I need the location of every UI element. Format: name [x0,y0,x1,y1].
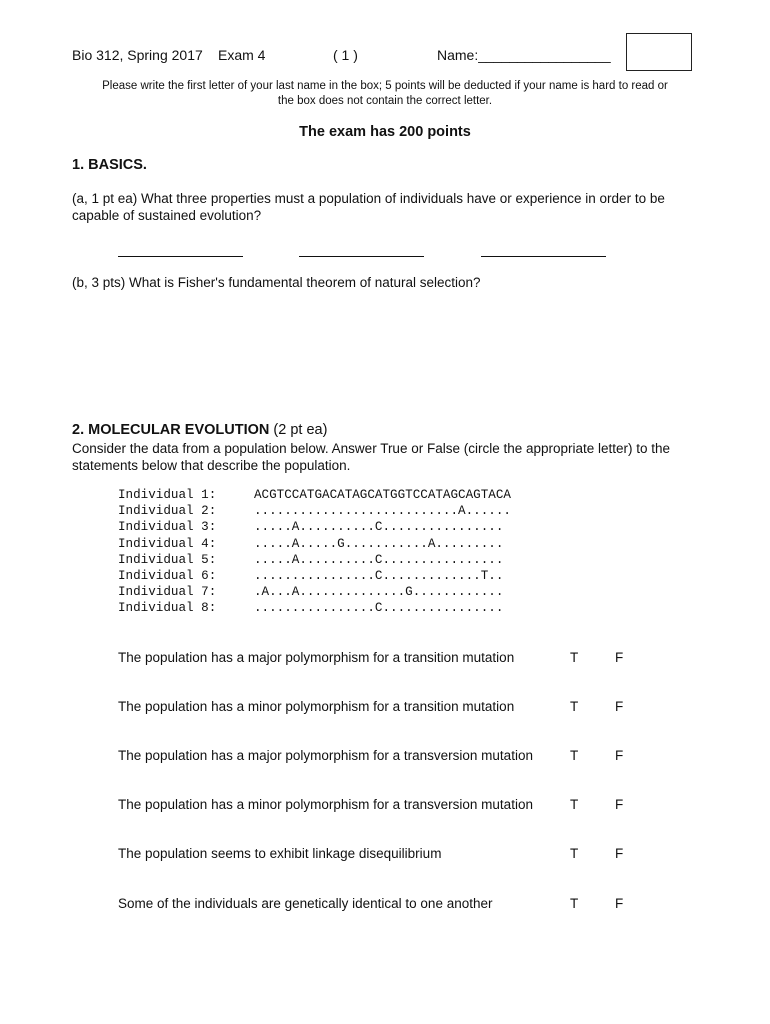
true-option[interactable]: T [570,797,579,812]
tf-statement-row [118,846,638,864]
sequence-row [118,503,511,519]
section1-heading: 1. BASICS. [72,157,147,173]
true-option[interactable]: T [570,650,579,665]
sequence-value: ACGTCCATGACATAGCATGGTCCATAGCAGTACA [254,488,511,502]
sequence-value: .....A..........C................ [254,552,504,567]
false-option[interactable]: F [615,797,624,812]
tf-statement-row [118,699,638,717]
section2-intro: Consider the data from a population below. Answer True or False (circle the appropriate letter) to the statements below that describe the population. [72,441,671,473]
sequence-row [118,519,511,535]
sequence-row [118,536,511,552]
sequence-row [118,552,511,568]
individual-label: Individual 4: [118,536,217,551]
sequence-value: ...........................A...... [254,504,511,519]
statement-text: The population has a minor polymorphism for a transition mutation [118,699,515,714]
last-initial-box[interactable] [626,33,692,71]
individual-label: Individual 5: [118,552,217,567]
statement-text: The population has a major polymorphism for a transition mutation [118,650,515,665]
sequence-alignment [118,487,511,617]
sequence-value: .A...A..............G............ [254,585,504,600]
question-1a: (a, 1 pt ea) What three properties must a population of individuals have or experience in order to be capable of sustained evolution? [72,191,665,223]
section2-title: 2. MOLECULAR EVOLUTION [72,422,270,438]
question-1b: (b, 3 pts) What is Fisher's fundamental theorem of natural selection? [72,275,481,290]
individual-label: Individual 1: [118,488,217,502]
exam-label: Exam 4 [218,47,266,63]
sequence-row [118,584,511,600]
false-option[interactable]: F [615,748,624,763]
name-field[interactable]: Name:_________________ [437,47,611,63]
individual-label: Individual 6: [118,568,217,583]
sequence-row [118,568,511,584]
true-option[interactable]: T [570,699,579,714]
tf-statement-row [118,650,638,668]
statement-text: The population has a major polymorphism for a transversion mutation [118,748,533,763]
sequence-value: .....A..........C................ [254,520,504,535]
statement-text: The population seems to exhibit linkage disequilibrium [118,846,442,861]
individual-label: Individual 7: [118,585,217,600]
tf-statement-row [118,748,638,766]
answer-area-1b[interactable] [72,300,692,410]
false-option[interactable]: F [615,896,624,911]
section2-points: (2 pt ea) [273,422,328,438]
answer-blank-2[interactable] [299,256,424,257]
exam-title: The exam has 200 points [299,124,471,140]
false-option[interactable]: F [615,846,624,861]
tf-statement-row [118,896,638,914]
true-option[interactable]: T [570,896,579,911]
individual-label: Individual 2: [118,504,217,519]
true-option[interactable]: T [570,748,579,763]
course-label: Bio 312, Spring 2017 [72,47,203,63]
sequence-value: ................C.............T.. [254,568,504,583]
individual-label: Individual 3: [118,520,217,535]
tf-statement-row [118,797,638,815]
sequence-row [118,600,511,616]
answer-blank-1[interactable] [118,256,243,257]
instructions: Please write the first letter of your last name in the box; 5 points will be deducted if your name is hard to read or the box does not contain the correct letter. [102,80,668,107]
statement-text: The population has a minor polymorphism for a transversion mutation [118,797,533,812]
sequence-value: .....A.....G...........A......... [254,536,504,551]
individual-label: Individual 8: [118,601,217,616]
sequence-row [118,487,511,503]
false-option[interactable]: F [615,650,624,665]
statement-text: Some of the individuals are genetically identical to one another [118,896,493,911]
page-number: ( 1 ) [333,47,358,63]
answer-blank-3[interactable] [481,256,606,257]
true-option[interactable]: T [570,846,579,861]
section2-heading [72,422,327,438]
false-option[interactable]: F [615,699,624,714]
sequence-value: ................C................ [254,601,504,616]
